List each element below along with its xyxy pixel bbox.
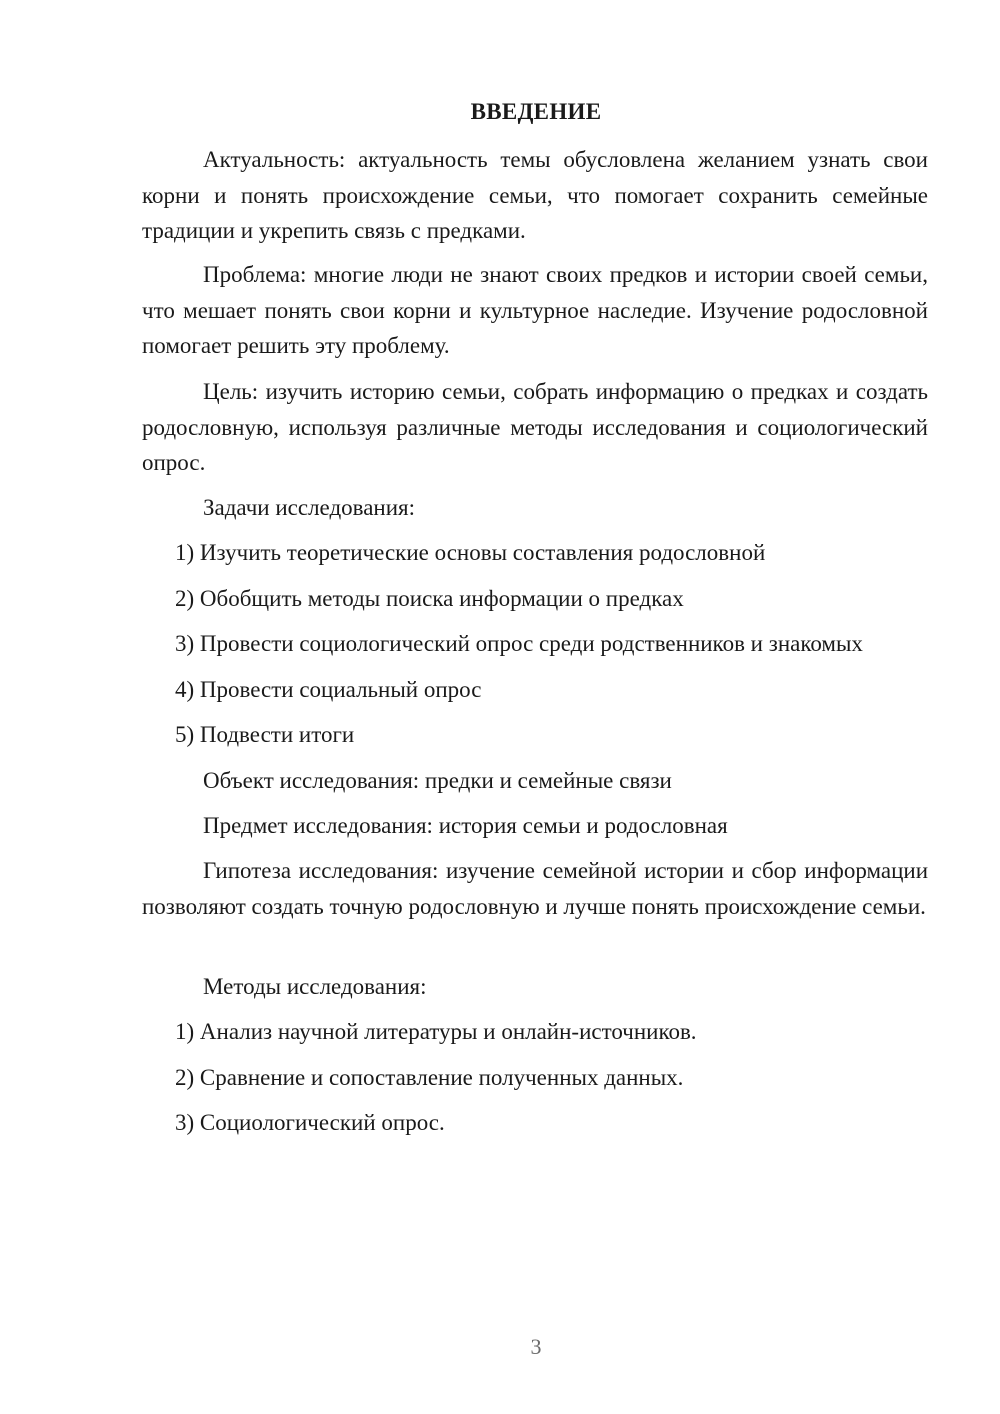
research-object: Объект исследования: предки и семейные связи: [203, 768, 672, 793]
methods-heading: Методы исследования:: [203, 974, 427, 999]
task-item-4: 4) Провести социальный опрос: [175, 677, 482, 702]
hypothesis-paragraph: Гипотеза исследования: изучение семейной истории и сбор информации позволяют создать точную родословную и лучше понять происхождение семьи.: [142, 858, 928, 919]
method-item-2: 2) Сравнение и сопоставление полученных данных.: [175, 1065, 684, 1090]
task-item-5: 5) Подвести итоги: [175, 722, 355, 747]
tasks-heading: Задачи исследования:: [203, 495, 416, 520]
method-item-1: 1) Анализ научной литературы и онлайн-источников.: [175, 1019, 697, 1044]
problem-paragraph: Проблема: многие люди не знают своих предков и истории своей семьи, что мешает понять свои корни и культурное наследие. Изучение родословной помогает решить эту проблему.: [142, 262, 928, 358]
relevance-paragraph: Актуальность: актуальность темы обусловлена желанием узнать свои корни и понять происхождение семьи, что помогает сохранить семейные традиции и укрепить связь с предками.: [142, 147, 928, 243]
goal-paragraph: Цель: изучить историю семьи, собрать информацию о предках и создать родословную, используя различные методы исследования и социологический опрос.: [142, 379, 928, 475]
research-subject: Предмет исследования: история семьи и родословная: [203, 813, 728, 838]
method-item-3: 3) Социологический опрос.: [175, 1110, 445, 1135]
task-item-3: 3) Провести социологический опрос среди родственников и знакомых: [175, 631, 863, 656]
task-item-1: 1) Изучить теоретические основы составления родословной: [175, 540, 766, 565]
task-item-2: 2) Обобщить методы поиска информации о предках: [175, 586, 684, 611]
page-number: 3: [530, 1334, 542, 1359]
document-title: ВВЕДЕНИЕ: [470, 99, 602, 124]
